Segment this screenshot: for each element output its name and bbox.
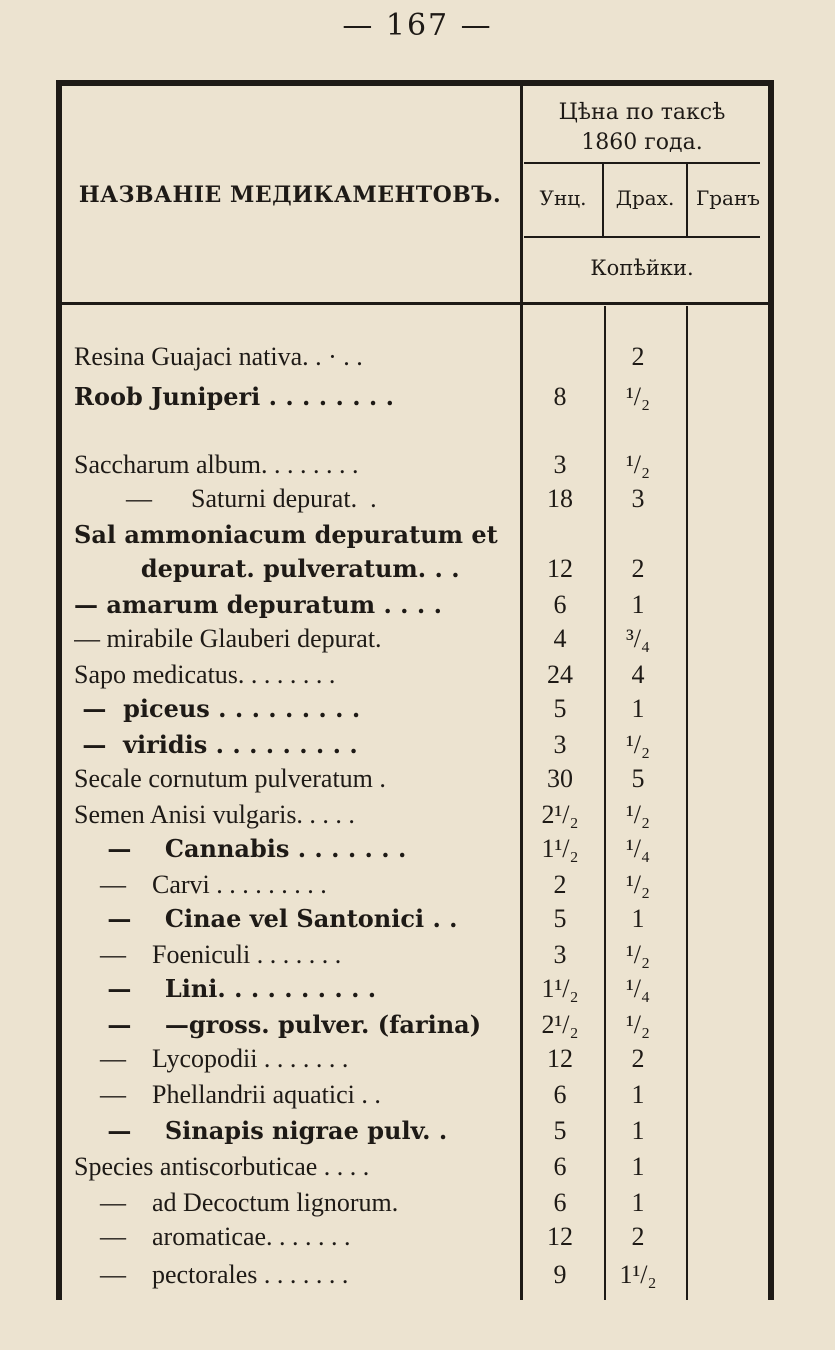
price-header-line1: Цѣна по таксѣ bbox=[558, 100, 726, 125]
price-per-drachm: 2 bbox=[631, 1044, 645, 1073]
medicament-name: — Lycopodii . . . . . . . bbox=[74, 1044, 349, 1073]
currency-header: Копѣйки. bbox=[590, 256, 694, 280]
medicament-name-header: НАЗВАНІЕ МЕДИКАМЕНТОВЪ. bbox=[78, 182, 502, 208]
price-per-ounce: 1¹/₂ bbox=[541, 974, 579, 1003]
medicament-name: Species antiscorbuticae . . . . bbox=[74, 1152, 370, 1181]
price-per-ounce: 4 bbox=[553, 624, 567, 653]
medicament-name: — piceus . . . . . . . . . bbox=[74, 694, 361, 723]
medicament-name: — Saturni depurat. . bbox=[74, 484, 377, 513]
price-header bbox=[524, 98, 760, 158]
header-bottom-rule bbox=[62, 302, 768, 305]
price-per-drachm: ¹/₂ bbox=[625, 1010, 651, 1039]
price-per-drachm: 4 bbox=[631, 660, 645, 689]
price-per-drachm: 1 bbox=[631, 1188, 645, 1217]
price-per-ounce: 5 bbox=[553, 904, 567, 933]
price-per-drachm: 1 bbox=[631, 1152, 645, 1181]
unit-header-drach: Драх. bbox=[615, 186, 675, 210]
price-per-ounce: 18 bbox=[547, 484, 573, 513]
price-per-ounce: 12 bbox=[547, 1222, 573, 1251]
medicament-name: — Cinae vel Santonici . . bbox=[74, 904, 458, 933]
price-per-ounce: 12 bbox=[547, 1044, 573, 1073]
price-per-ounce: 12 bbox=[547, 554, 573, 583]
price-per-drachm: 5 bbox=[631, 764, 645, 793]
price-per-drachm: 1 bbox=[631, 694, 645, 723]
page-number: — 167 — bbox=[342, 8, 493, 43]
price-per-ounce: 3 bbox=[553, 940, 567, 969]
price-per-drachm: 1¹/₂ bbox=[619, 1260, 657, 1289]
price-per-ounce: 6 bbox=[553, 1152, 567, 1181]
medicament-name: Resina Guajaci nativa. . · . . bbox=[74, 342, 363, 371]
price-per-drachm: ¹/₂ bbox=[625, 730, 651, 759]
price-per-ounce: 3 bbox=[553, 450, 567, 479]
medicament-name: — Cannabis . . . . . . . bbox=[74, 834, 407, 863]
medicament-name: — Carvi . . . . . . . . . bbox=[74, 870, 327, 899]
medicament-name: Secale cornutum pulveratum . bbox=[74, 764, 386, 793]
price-per-drachm: 3 bbox=[631, 484, 645, 513]
medicament-name: Saccharum album. . . . . . . . bbox=[74, 450, 359, 479]
price-per-drachm: 1 bbox=[631, 1080, 645, 1109]
price-per-ounce: 30 bbox=[547, 764, 573, 793]
price-per-ounce: 2 bbox=[553, 870, 567, 899]
medicament-name: — —gross. pulver. (farina) bbox=[74, 1010, 482, 1039]
body-column-divider-2 bbox=[686, 306, 688, 1300]
price-per-drachm: ¹/₄ bbox=[625, 974, 651, 1003]
medicament-name: — pectorales . . . . . . . bbox=[74, 1260, 349, 1289]
medicament-name: — Phellandrii aquatici . . bbox=[74, 1080, 381, 1109]
medicament-name: — aromaticae. . . . . . . bbox=[74, 1222, 351, 1251]
header-column-divider bbox=[520, 86, 523, 1300]
units-rule bbox=[524, 236, 760, 238]
medicament-name: — Sinapis nigrae pulv. . bbox=[74, 1116, 448, 1145]
price-per-ounce: 2¹/₂ bbox=[541, 800, 579, 829]
price-per-ounce: 1¹/₂ bbox=[541, 834, 579, 863]
medicament-name: — Lini. . . . . . . . . . bbox=[74, 974, 377, 1003]
price-per-ounce: 2¹/₂ bbox=[541, 1010, 579, 1039]
price-per-drachm: 1 bbox=[631, 904, 645, 933]
price-per-drachm: 2 bbox=[631, 554, 645, 583]
medicament-name: — mirabile Glauberi depurat. bbox=[74, 624, 382, 653]
medicament-name: depurat. pulveratum. . . bbox=[74, 554, 460, 583]
price-per-drachm: ¹/₄ bbox=[625, 834, 651, 863]
price-per-drachm: 1 bbox=[631, 1116, 645, 1145]
medicament-name: Semen Anisi vulgaris. . . . . bbox=[74, 800, 355, 829]
price-per-ounce: 6 bbox=[553, 1188, 567, 1217]
body-column-divider-1 bbox=[604, 306, 606, 1300]
price-per-ounce: 5 bbox=[553, 1116, 567, 1145]
price-per-ounce: 24 bbox=[547, 660, 573, 689]
price-per-drachm: ¹/₂ bbox=[625, 382, 651, 411]
price-per-drachm: 2 bbox=[631, 342, 645, 371]
unit-header-unc: Унц. bbox=[539, 186, 587, 210]
unit-header-gran: Гранъ bbox=[695, 186, 761, 210]
price-per-drachm: 2 bbox=[631, 1222, 645, 1251]
price-per-ounce: 5 bbox=[553, 694, 567, 723]
price-per-drachm: ¹/₂ bbox=[625, 800, 651, 829]
price-per-drachm: 1 bbox=[631, 590, 645, 619]
price-per-ounce: 6 bbox=[553, 590, 567, 619]
price-per-drachm: ¹/₂ bbox=[625, 870, 651, 899]
medicament-name: — viridis . . . . . . . . . bbox=[74, 730, 358, 759]
medicament-name: — ad Decoctum lignorum. bbox=[74, 1188, 399, 1217]
price-per-drachm: ¹/₂ bbox=[625, 940, 651, 969]
price-per-drachm: ³/₄ bbox=[625, 624, 651, 653]
medicament-name: — Foeniculi . . . . . . . bbox=[74, 940, 342, 969]
price-per-ounce: 9 bbox=[553, 1260, 567, 1289]
price-title-rule bbox=[524, 162, 760, 164]
price-per-drachm: ¹/₂ bbox=[625, 450, 651, 479]
medicament-name: Roob Juniperi . . . . . . . . bbox=[74, 382, 394, 411]
medicament-name: Sal ammoniacum depuratum et bbox=[74, 520, 498, 549]
price-per-ounce: 3 bbox=[553, 730, 567, 759]
price-header-line2: 1860 года. bbox=[581, 130, 703, 155]
medicament-name: — amarum depuratum . . . . bbox=[74, 590, 442, 619]
price-per-ounce: 6 bbox=[553, 1080, 567, 1109]
medicament-name: Sapo medicatus. . . . . . . . bbox=[74, 660, 336, 689]
price-per-ounce: 8 bbox=[553, 382, 567, 411]
